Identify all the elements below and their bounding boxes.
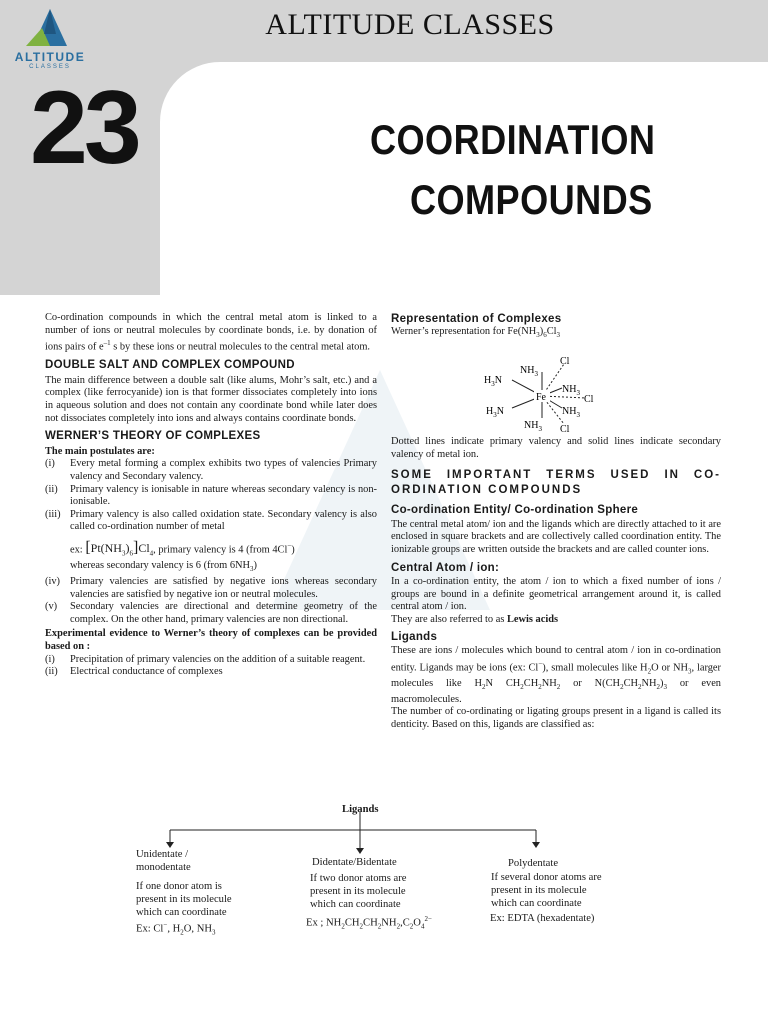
structure-chloride: Cl [560,424,570,434]
structure-chloride: Cl [560,356,570,367]
list-item: (iii) Primary valency is also called oxidation state. Secondary valency is also called co-ordination number of metal [45,508,377,533]
chapter-title-line1: COORDINATION [370,116,656,163]
central-atom-paragraph: In a co-ordination entity, the atom / ion to which a fixed number of ions / groups are bound in a definite geometrical arrangement around it, is called central atom / ion. [391,576,721,613]
structure-ligand: H [486,406,494,417]
list-item: (ii) Primary valency is ionisable in nature whereas secondary valency is non-ionisable. [45,483,377,508]
chapter-title-line2: COMPOUNDS [410,176,653,223]
logo-subtext: CLASSES [29,64,71,70]
structure-ligand: NH [520,365,535,376]
structure-ligand: NH [562,406,577,417]
list-item: (v) Secondary valencies are directional and determine geometry of the complex. On the other hand, primary valencies are non directional. [45,601,377,625]
double-salt-paragraph: The main difference between a double salt (like alums, Mohr’s salt, etc.) and a complex (like ferrocyanide) ion is that former dissociates completely into ions in aqueous solution and does not contain any coordinate bond while later does not dissociates completely into ions and always contains coordinate bonds. [45,374,377,424]
coordination-entity-paragraph: The central metal atom/ ion and the ligands which are directly attached to it are enclosed in square brackets and are collectively called coordination entity. The ionizable groups are written outside the brackets and are called counter ions. [391,518,721,555]
heading-representation: Representation of Complexes [391,313,562,325]
svg-text:NH3: $NH_3$ [562,384,580,397]
brand-title: ALTITUDE CLASSES [265,8,555,41]
diagram-root-label: Ligands [342,804,379,815]
chapter-number: 23 [30,70,138,186]
list-item: (ii) Electrical conductance of complexes [45,666,223,678]
svg-text:H3N: $H_3N$ [486,406,504,419]
heading-double-salt: DOUBLE SALT AND COMPLEX COMPOUND [45,359,295,372]
heading-werner: WERNER’S THEORY OF COMPLEXES [45,430,261,443]
structure-chloride: Cl [584,394,594,405]
structure-ligand: NH [524,420,539,431]
svg-text:H3N: $H_3N$ [484,375,502,388]
heading-coordination-entity: Co-ordination Entity/ Co-ordination Sphere [391,504,639,517]
structure-ligand: H [484,375,492,386]
polydentate-description: If several donor atoms are present in its molecule which can coordinate [491,872,602,909]
list-item: (i) Precipitation of primary valencies on the addition of a suitable reagent. [45,653,366,665]
structure-center: Fe [536,392,546,403]
werner-representation-line: Werner’s representation for $Fe(NH_3)_6Cl_3$ [391,325,561,339]
svg-text:NH3: $NH_3$ [524,420,542,433]
structure-ligand: NH [562,384,577,395]
dotted-lines-note: Dotted lines indicate primary valency and solid lines indicate secondary valency of metal ion. [391,436,721,460]
denticity-paragraph: The number of co-ordinating or ligating groups present in a ligand is called its denticity. Based on this, ligands are classified as: [391,706,721,730]
lewis-acids-line: They are also referred to as Lewis acids [391,613,559,625]
complex-formula: $[Pt(NH_3)_6]Cl_4$ [85,539,154,558]
heading-important-terms: SOME IMPORTANT TERMS USED IN CO-ORDINATION COMPOUNDS [391,469,721,497]
bidentate-title: Didentate/Bidentate [312,857,397,868]
right-column [391,436,721,731]
bidentate-description: If two donor atoms are present in its molecule which can coordinate [310,873,407,910]
svg-text:NH3: $NH_3$ [562,406,580,419]
unidentate-title: Unidentate / monodentate [136,849,191,873]
list-item: (iv) Primary valencies are satisfied by negative ions whereas secondary valencies are satisfied by negative ion or neutral molecules. [45,576,377,600]
ligands-paragraph: These are ions / molecules which bound to central atom / ion in co-ordination entity. Ligands may be ions (ex: Cl−), small molecules like $H_2O$ or $NH_3$, larger molecules like $H_2N$ $CH_2CH_2NH_2$ or $N(CH_2CH_2NH_2)_3$ or even macromolecules. [391,645,722,705]
list-item: (i) Every metal forming a complex exhibits two types of valencies Primary valency and Secondary valency. [45,458,377,482]
left-column [45,312,377,679]
experimental-heading: Experimental evidence to Werner’s theory of complexes can be provided based on : [45,628,377,653]
right-column-top [391,313,721,341]
polydentate-example: Ex: EDTA (hexadentate) [490,913,595,924]
unidentate-description: If one donor atom is present in its molecule which can coordinate [136,881,232,918]
example-line: ex: $[Pt(NH_3)_6]Cl_4$, primary valency is 4 (from 4Cl−) [45,540,377,560]
heading-ligands: Ligands [391,630,438,643]
intro-paragraph: Co-ordination compounds in which the central metal atom is linked to a number of ions or neutral molecules by coordinate bonds, i.e. by donation of ions pairs of $e^{-1}$ s by these ions or neutral molecules to the central metal atom. [45,312,377,353]
polydentate-title: Polydentate [508,858,559,869]
bidentate-example: Ex ; $NH_2CH_2CH_2NH_2,C_2O_4^{2-}$ [306,915,432,931]
unidentate-example: Ex: Cl−, $H_2O$, $NH_3$ [136,921,216,937]
heading-central-atom: Central Atom / ion: [391,561,500,574]
example-line-2: whereas secondary valency is 6 (from $6NH_3$) [70,560,258,574]
logo-wordmark: ALTITUDE [14,50,86,64]
postulates-heading: The main postulates are: [45,445,155,457]
werner-structure-diagram [480,354,620,434]
svg-text:NH3: $NH_3$ [520,365,538,378]
